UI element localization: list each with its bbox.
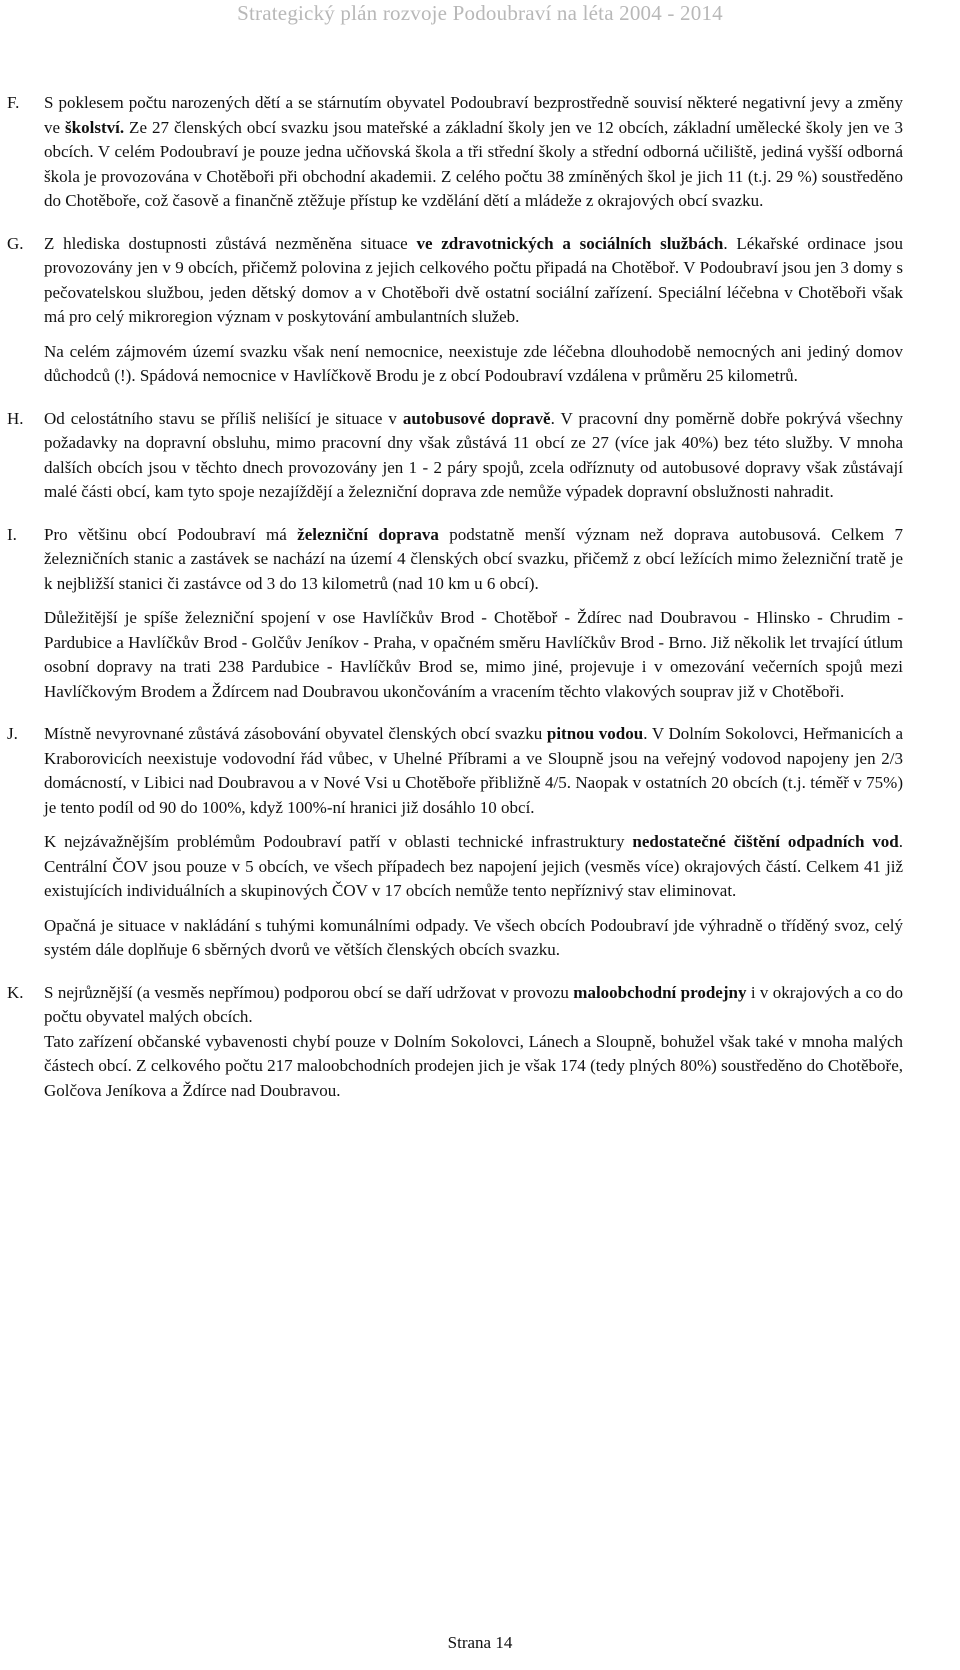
text-run: Opačná je situace v nakládání s tuhými komunálními odpady. Ve všech obcích Podoubraví jde výhradně o tříděný svoz, celý systém dále doplňuje 6 sběrných dvorů ve větších členských obcích svazku. xyxy=(44,915,903,959)
paragraph xyxy=(0,830,903,904)
section-h xyxy=(0,407,960,505)
emphasized-term: nedostatečné čištění odpadních vod xyxy=(632,832,899,851)
text-run: Tato zařízení občanské vybavenosti chybí pouze v Dolním Sokolovci, Lánech a Sloupně, bohužel však také v mnoha malých částech obcí. Z celkového počtu 217 maloobchodních prodejen jich je však 174 (tedy plných 80%) soustředěno do Chotěboře, Golčova Jeníkova a Ždírce nad Doubravou. xyxy=(44,1031,903,1100)
section-letter: F. xyxy=(7,93,20,112)
text-run: S nejrůznější (a vesměs nepřímou) podporou obcí se daří udržovat v provozu xyxy=(44,982,574,1002)
text-run: i v okrajových a co do počtu obyvatel malých obcích. xyxy=(44,982,903,1026)
section-i xyxy=(0,523,960,705)
page-number: Strana 14 xyxy=(447,1633,513,1652)
paragraph xyxy=(0,1030,903,1104)
emphasized-term: maloobchodní prodejny xyxy=(573,982,747,1002)
text-run: podstatně menší význam než doprava autobusová. Celkem 7 železničních stanic a zastávek se nachází na území 4 členských obcí svazku, přičemž z obcí ležících mimo železniční tratě je k nejbližší stanici či zastávce od 3 do 13 kilometrů (nad 10 km u 6 obcí). xyxy=(44,524,903,593)
emphasized-term: autobusové dopravě xyxy=(402,408,551,428)
text-run: Na celém zájmovém území svazku však není nemocnice, neexistuje zde léčebna dlouhodobě nemocných ani jediný domov důchodců (!). Spádová nemocnice v Havlíčkově Brodu je z obcí Podoubraví vzdálena v průměru 25 kilometrů. xyxy=(44,341,903,385)
paragraph xyxy=(0,722,903,820)
emphasized-term: pitnou vodou xyxy=(546,724,644,743)
section-letter: K. xyxy=(7,982,24,1002)
section-letter: H. xyxy=(7,408,24,428)
text-run: Ze 27 členských obcí svazku jsou mateřské a základní školy jen ve 12 obcích, základní umělecké školy jen ve 3 obcích. V celém Podoubraví je pouze jedna učňovská škola a tři střední školy a střední odborná učiliště, jediná vyšší odborná škola je provozována v Chotěboři při obchodní akademii. Z celého počtu 38 zmíněných škol je jich 11 (t.j. 29 %) soustředěno do Chotěboře, což časově a finančně ztěžuje přístup ke vzdělání dětí a mládeže z okrajových obcí svazku. xyxy=(44,117,903,210)
paragraph xyxy=(0,523,903,597)
paragraph xyxy=(0,340,903,389)
text-run: Pro většinu obcí Podoubraví má xyxy=(44,524,298,544)
paragraph xyxy=(0,407,903,505)
text-run: Místně nevyrovnané zůstává zásobování obyvatel členských obcí svazku xyxy=(44,724,547,743)
text-run: S poklesem počtu narozených dětí a se stárnutím obyvatel Podoubraví bezprostředně souvisí některé negativní jevy a změny ve xyxy=(44,93,903,137)
emphasized-term: ve zdravotnických a sociálních službách xyxy=(416,233,724,253)
text-run: Důležitější je spíše železniční spojení v ose Havlíčkův Brod - Chotěboř - Ždírec nad Doubravou - Hlinsko - Chrudim - Pardubice a Havlíčkův Brod - Golčův Jeníkov - Praha, v opačném směru Havlíčkův Brod - Brno. Již několik let trvající útlum osobní dopravy na trati 238 Pardubice - Havlíčkův Brod se, mimo jiné, projevuje i v omezování večerních spojů mezi Havlíčkovým Brodem a Ždírcem nad Doubravou ukončováním a vracením těchto vlakových souprav již v Chotěboři. xyxy=(44,608,903,701)
paragraph xyxy=(0,91,903,214)
document-body xyxy=(0,91,960,1121)
text-run: . Centrální ČOV jsou pouze v 5 obcích, ve všech případech bez napojení jejich (vesměs více) okrajových částí. Celkem 41 již existujících individuálních a skupinových ČOV v 17 obcích nemůže tento nepříznivý stav eliminovat. xyxy=(44,832,904,900)
section-j xyxy=(0,722,960,963)
page-footer xyxy=(0,1631,960,1655)
text-run: . V pracovní dny poměrně dobře pokrývá všechny požadavky na dopravní obsluhu, mimo pracovní dny však zůstává 11 obcí ze 27 (více jak 40%) bez této služby. V mnoha dalších obcích jsou v těchto dnech provozovány jen 1 - 2 páry spojů, zcela odříznuty od autobusové dopravy však zůstávají malé části obcí, kam tyto spoje nezajíždějí a železniční doprava zde nemůže výpadek dopravní obslužnosti nahradit. xyxy=(44,408,904,501)
text-run: Od celostátního stavu se příliš nelišící je situace v xyxy=(44,408,403,428)
emphasized-term: železniční doprava xyxy=(297,524,439,544)
paragraph xyxy=(0,981,903,1030)
text-run: . V Dolním Sokolovci, Heřmanicích a Kraborovicích neexistuje vodovodní řád vůbec, v Uhelné Příbrami a ve Sloupně jsou na veřejný vodovod napojeny jen 2/3 domácností, v Libici nad Doubravou a v Nové Vsi u Chotěboře přibližně 4/5. Naopak v ostatních 20 obcích (t.j. téměř v 75%) je tento podíl od 90 do 100%, když 100%-ní hranici již dosáhlo 10 obcí. xyxy=(44,724,903,817)
text-run: K nejzávažnějším problémům Podoubraví patří v oblasti technické infrastruktury xyxy=(44,832,633,851)
section-letter: G. xyxy=(7,233,24,253)
paragraph xyxy=(0,606,903,704)
paragraph xyxy=(0,232,903,330)
text-run: Z hlediska dostupnosti zůstává nezměněna situace xyxy=(44,233,417,253)
section-letter: J. xyxy=(7,724,18,743)
section-k xyxy=(0,981,960,1104)
paragraph xyxy=(0,914,903,963)
page-header xyxy=(0,0,960,30)
text-run: . Lékařské ordinace jsou provozovány jen v 9 obcích, přičemž polovina z jejich celkového počtu připadá na Chotěboř. V Podoubraví jsou jen 3 domy s pečovatelskou službou, jeden dětský domov a v Chotěboři dvě ostatní sociální zařízení. Speciální léčebna v Chotěboři však má pro celý mikroregion význam v poskytování ambulantních služeb. xyxy=(44,233,903,326)
section-f xyxy=(0,91,960,214)
section-g xyxy=(0,232,960,389)
document-title: Strategický plán rozvoje Podoubraví na léta 2004 - 2014 xyxy=(237,1,723,25)
emphasized-term: školství. xyxy=(65,117,125,137)
section-letter: I. xyxy=(7,524,17,544)
